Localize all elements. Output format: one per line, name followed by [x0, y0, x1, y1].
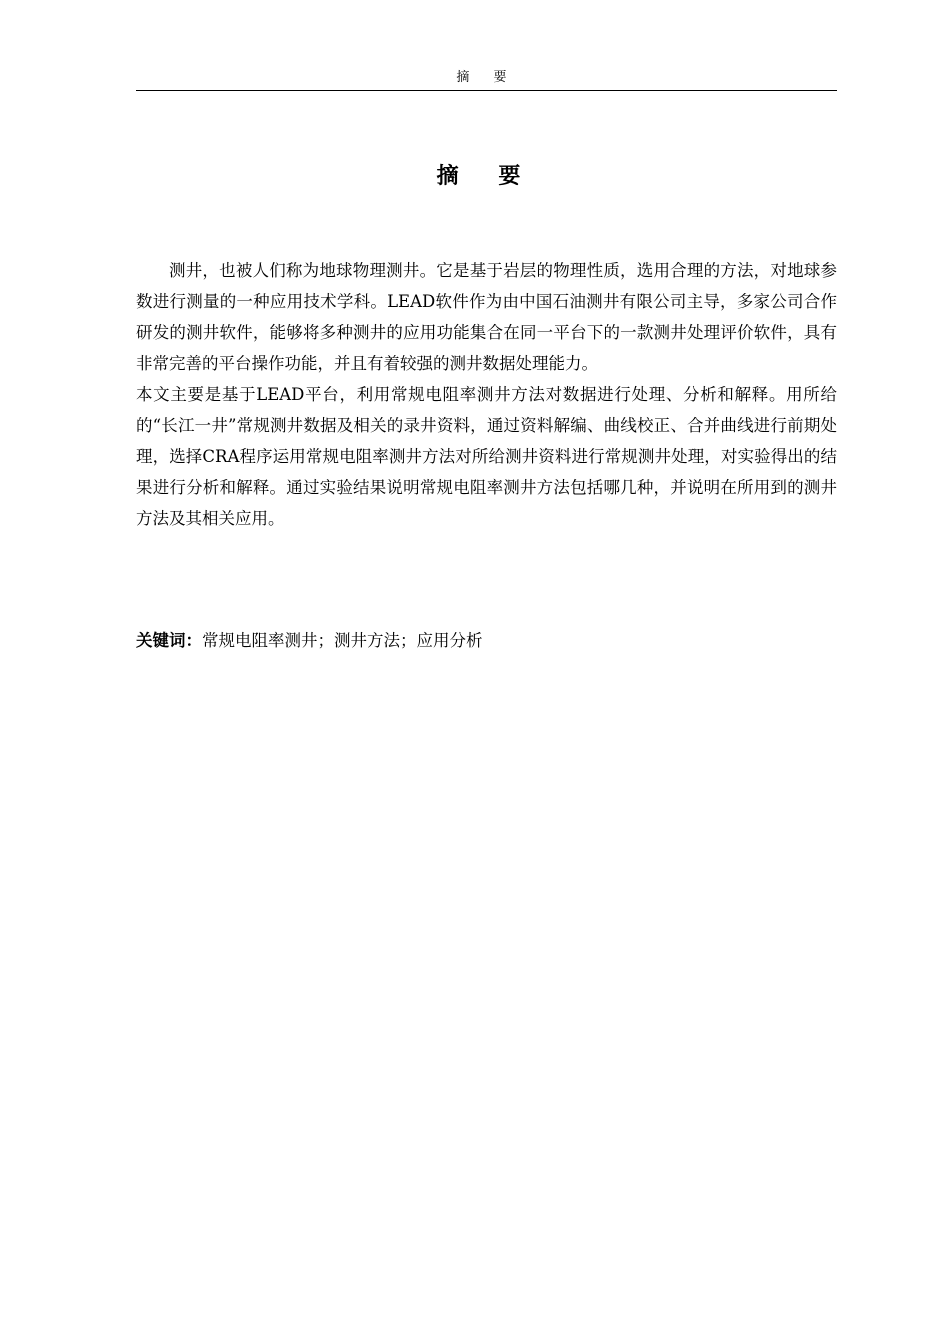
keywords-line — [136, 626, 837, 656]
page-title: 摘 要 — [436, 163, 537, 189]
running-header: 摘 要 — [456, 70, 517, 85]
abstract-paragraph-2: 本文主要是基于LEAD平台，利用常规电阻率测井方法对数据进行处理、分析和解释。用所给的“长江一井”常规测井数据及相关的录井资料，通过资料解编、曲线校正、合并曲线进行前期处理，选择CRA程序运用常规电阻率测井方法对所给测井资料进行常规测井处理，对实验得出的结果进行分析和解释。通过实验结果说明常规电阻率测井方法包括哪几种，并说明在所用到的测井方法及其相关应用。 — [136, 385, 837, 528]
keywords-text: 常规电阻率测井；测井方法；应用分析 — [202, 631, 483, 650]
keywords-label: 关键词： — [136, 631, 202, 650]
abstract-paragraph-1: 测井，也被人们称为地球物理测井。它是基于岩层的物理性质，选用合理的方法，对地球参数进行测量的一种应用技术学科。LEAD软件作为由中国石油测井有限公司主导，多家公司合作研发的测井软件，能够将多种测井的应用功能集合在同一平台下的一款测井处理评价软件，具有非常完善的平台操作功能，并且有着较强的测井数据处理能力。 — [136, 261, 837, 373]
abstract-body — [136, 255, 837, 534]
header-rule — [136, 90, 837, 91]
